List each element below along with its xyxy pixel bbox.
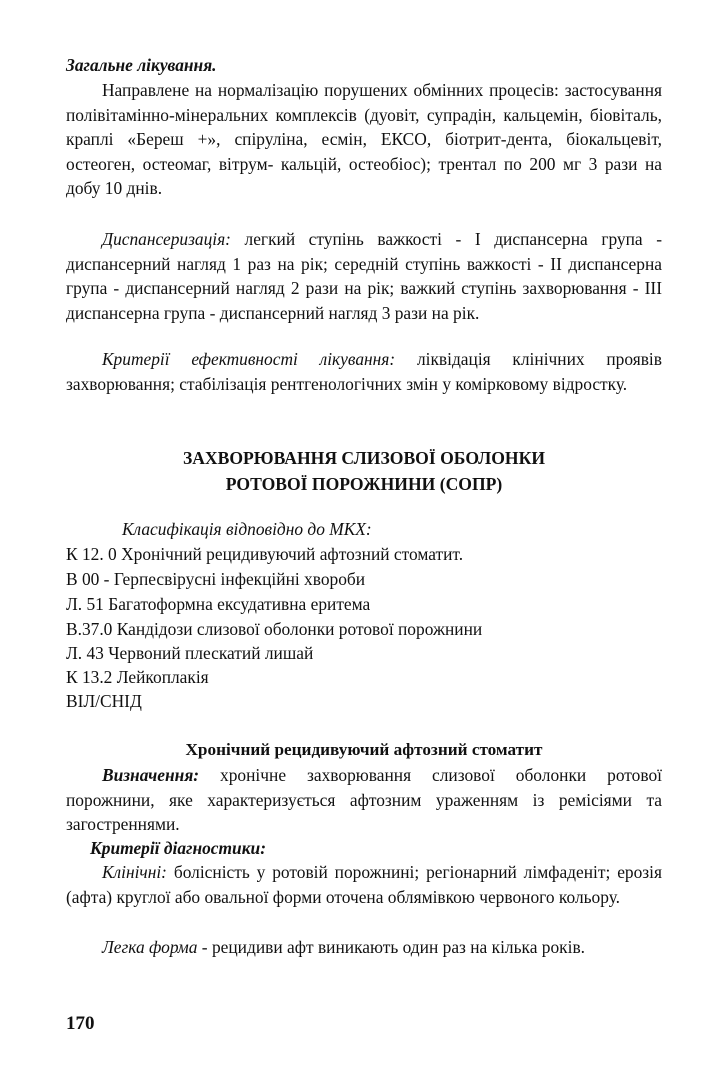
mild-form-paragraph (66, 935, 662, 960)
clinical-text: болісність у ротовій порожнині; регіонарний лімфаденіт; ерозія (афта) круглої або овальної форми оточена облямівкою червоного кольору. (66, 862, 662, 907)
effectiveness-paragraph (66, 347, 662, 396)
definition-label: Визначення: (102, 765, 200, 785)
classification-item: Л. 43 Червоний плескатий лишай (66, 643, 314, 663)
classification-item: К 13.2 Лейкоплакія (66, 667, 209, 687)
diagnostic-criteria-heading: Критерії діагностики: (90, 838, 267, 858)
dispensary-paragraph (66, 227, 662, 325)
classification-item: Л. 51 Багатоформна ексудативна еритема (66, 594, 371, 614)
chapter-title-line-1: ЗАХВОРЮВАННЯ СЛИЗОВОЇ ОБОЛОНКИ (182, 448, 546, 468)
dispensary-text: легкий ступінь важкості - I диспансерна група - диспансерний нагляд 1 раз на рік; середній ступінь важкості - II диспансерна група - диспансерний нагляд 2 рази на рік; важкий ступінь захворювання - III диспансерна група - диспансерний нагляд 3 рази на рік. (66, 229, 662, 323)
chapter-title-line-2: РОТОВОЇ ПОРОЖНИНИ (СОПР) (225, 474, 503, 494)
dispensary-label: Диспансеризація: (102, 229, 231, 249)
clinical-label: Клінічні: (102, 862, 167, 882)
classification-item: В.37.0 Кандідози слизової оболонки ротової порожнини (66, 619, 483, 639)
classification-item: ВІЛ/СНІД (66, 691, 142, 711)
definition-paragraph (66, 763, 662, 837)
clinical-paragraph (66, 860, 662, 909)
classification-heading: Класифікація відповідно до МКХ: (122, 519, 372, 539)
classification-item: К 12. 0 Хронічний рецидивуючий афтозний стоматит. (66, 544, 464, 564)
disease-title: Хронічний рецидивуючий афтозний стоматит (185, 740, 543, 759)
page-number: 170 (66, 1013, 95, 1034)
effectiveness-label: Критерії ефективності лікування: (102, 349, 396, 369)
mild-form-label: Легка форма - (102, 937, 208, 957)
mild-form-text: рецидиви афт виникають один раз на кілька років. (207, 937, 585, 957)
classification-item: В 00 - Герпесвірусні інфекційні хвороби (66, 569, 366, 589)
general-treatment-paragraph: Направлене на нормалізацію порушених обмінних процесів: застосування полівітамінно-мінеральних комплексів (дуовіт, супрадін, кальцемін, біовіталь, краплі «Береш +», спіруліна, есмін, ЕКСО, біотрит-дента, біокальцевіт, остеоген, остеомаг, вітрум- кальцій, остеобіос); трентал по 200 мг 3 рази на добу 10 днів. (66, 80, 662, 198)
definition-text: хронічне захворювання слизової оболонки ротової порожнини, яке характеризується афтозним ураженням із ремісіями та загостреннями. (66, 765, 662, 834)
effectiveness-text: ліквідація клінічних проявів захворювання; стабілізація рентгенологічних змін у комірковому відростку. (66, 349, 662, 394)
general-treatment-heading: Загальне лікування. (66, 55, 217, 75)
